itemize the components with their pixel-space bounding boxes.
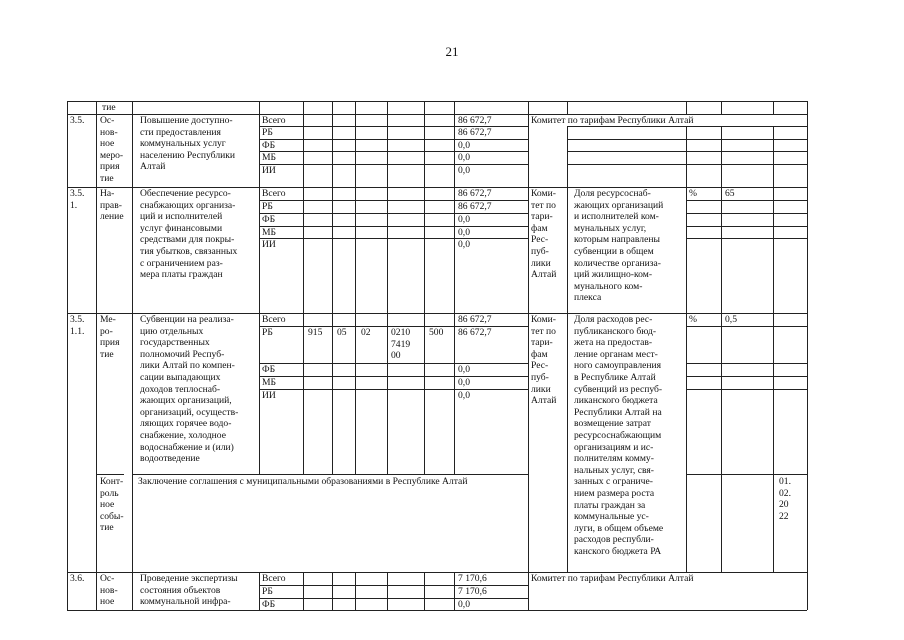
row-number: 3.5. 1.1. — [70, 314, 85, 337]
code-subsection: 02 — [361, 327, 371, 338]
funding-source: ФБ — [262, 364, 276, 375]
code-section: 05 — [337, 327, 347, 338]
funding-source: РБ — [262, 201, 273, 212]
row-number: 3.5. 1. — [70, 188, 85, 211]
event-name: Обеспечение ресурсо- снабжающих организа- ций и исполнителей услуг финансовыми средствами для покры- тия убытков, связанных с ограничением раз- мера платы граждан — [140, 188, 238, 281]
executor: Коми- тет по тари- фам Рес- пуб- лики Алтай — [531, 314, 557, 407]
funding-amount: 0,0 — [458, 214, 470, 225]
funding-source: ИИ — [262, 239, 276, 250]
row-kind: Ос- нов- ное — [100, 573, 118, 608]
continued-text: тие — [102, 102, 116, 113]
funding-amount: 7 170,6 — [458, 586, 487, 597]
funding-source: Всего — [262, 188, 286, 199]
control-event-date: 01. 02. 20 22 — [779, 476, 791, 522]
indicator-unit: % — [689, 188, 697, 199]
indicator-name: Доля ресурсоснаб- жающих организаций и исполнителей ком- мунальных услуг, которым направлены субвенции в общем количестве организа- ций жилищно-ком- мунального ком- плекса — [574, 188, 664, 304]
funding-amount: 0,0 — [458, 152, 470, 163]
executor: Комитет по тарифам Республики Алтай — [531, 573, 694, 584]
code-expense-type: 500 — [429, 327, 444, 338]
funding-source: РБ — [262, 586, 273, 597]
page-number: 21 — [445, 44, 459, 59]
row-kind: Ме- ро- прия тие — [100, 314, 120, 360]
funding-source: МБ — [262, 152, 277, 163]
funding-source: Всего — [262, 314, 286, 325]
row-kind: На- прав- ление — [100, 188, 124, 223]
funding-source: ФБ — [262, 140, 276, 151]
indicator-name: Доля расходов рес- публиканского бюд- жета на предостав- ление органам мест- ного самоуправления в Республике Алтай субвенций из респуб- ликанского бюджета Республики Алтай на возмещение затрат ресурсоснабжающим организациям и ис- полнителям комму- нальных услуг, свя- занных с ограниче- нием размера роста платы граждан за коммунальные ус- луги, в общем объеме расходов республи- канского бюджета РА — [574, 314, 664, 557]
indicator-value: 65 — [725, 188, 735, 199]
control-event-text: Заключение соглашения с муниципальными образованиями в Республике Алтай — [138, 476, 468, 487]
funding-source: ФБ — [262, 599, 276, 610]
funding-source: ИИ — [262, 165, 276, 176]
funding-source: ФБ — [262, 214, 276, 225]
funding-amount: 86 672,7 — [458, 188, 492, 199]
funding-amount: 0,0 — [458, 165, 470, 176]
indicator-unit: % — [689, 314, 697, 325]
funding-amount: 0,0 — [458, 140, 470, 151]
code-target-article: 0210 7419 00 — [391, 327, 411, 362]
executor: Комитет по тарифам Республики Алтай — [531, 115, 694, 126]
control-event-label: Конт- роль ное собы- тие — [100, 476, 124, 534]
funding-amount: 86 672,7 — [458, 314, 492, 325]
funding-amount: 86 672,7 — [458, 327, 492, 338]
funding-source: РБ — [262, 127, 273, 138]
row-kind: Ос- нов- ное меро- прия тие — [100, 115, 124, 184]
funding-amount: 0,0 — [458, 239, 470, 250]
event-name: Проведение экспертизы состояния объектов коммунальной инфра- — [140, 573, 238, 608]
row-number: 3.5. — [70, 115, 85, 126]
funding-source: ИИ — [262, 390, 276, 401]
funding-amount: 0,0 — [458, 390, 470, 401]
indicator-value: 0,5 — [725, 314, 737, 325]
funding-amount: 0,0 — [458, 227, 470, 238]
funding-source: Всего — [262, 115, 286, 126]
funding-source: МБ — [262, 227, 277, 238]
funding-source: Всего — [262, 573, 286, 584]
funding-amount: 86 672,7 — [458, 201, 492, 212]
executor: Коми- тет по тари- фам Рес- пуб- лики Алтай — [531, 188, 557, 281]
funding-amount: 86 672,7 — [458, 127, 492, 138]
event-name: Повышение доступно- сти предоставления коммунальных услуг населению Республики Алтай — [140, 115, 236, 173]
funding-source: РБ — [262, 327, 273, 338]
event-name: Субвенции на реализа- цию отдельных государственных полномочий Респуб- лики Алтай по компен- сации выпадающих доходов теплоснаб- жающих организаций, организаций, осуществ- ляющих горячее водо- снабжение, холодное водоснабжение и (или) водоотведение — [140, 314, 239, 465]
funding-source: МБ — [262, 377, 277, 388]
funding-amount: 86 672,7 — [458, 115, 492, 126]
funding-amount: 7 170,6 — [458, 573, 487, 584]
funding-amount: 0,0 — [458, 599, 470, 610]
code-grbs: 915 — [308, 327, 323, 338]
row-number: 3.6. — [70, 573, 85, 584]
funding-amount: 0,0 — [458, 364, 470, 375]
funding-amount: 0,0 — [458, 377, 470, 388]
